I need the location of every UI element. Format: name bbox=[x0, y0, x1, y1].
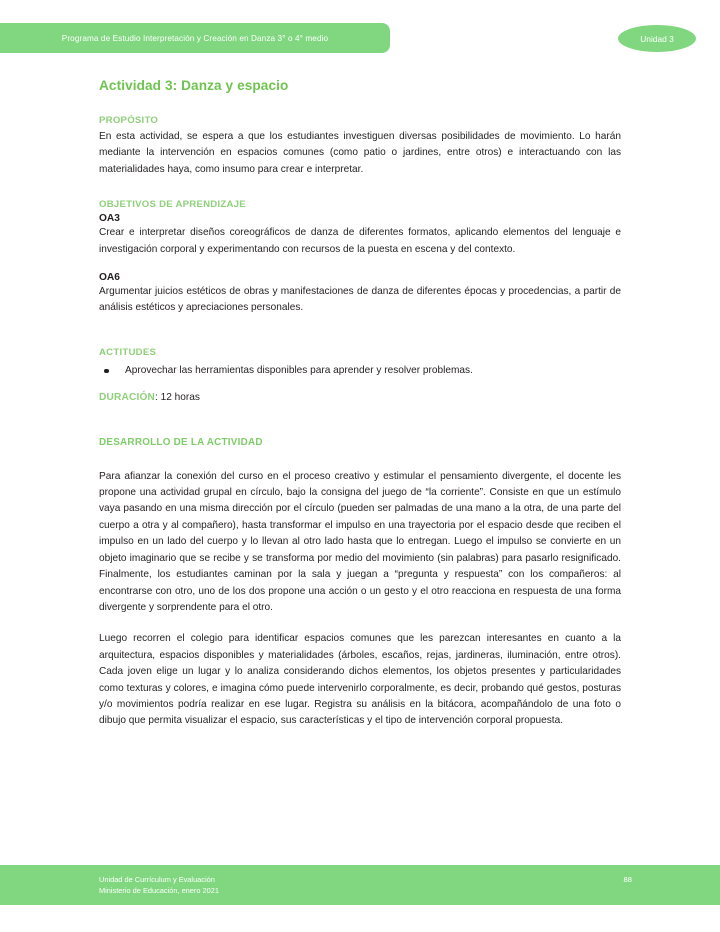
page-content bbox=[99, 78, 621, 730]
program-title: Programa de Estudio Interpretación y Creación en Danza 3° o 4° medio bbox=[61, 33, 329, 43]
spacer bbox=[99, 381, 621, 390]
objective-code: OA6 bbox=[99, 272, 120, 284]
footer-credits bbox=[99, 874, 219, 896]
objective-item-oa3 bbox=[99, 213, 621, 258]
list-item bbox=[99, 363, 621, 379]
section-label-objectives: OBJETIVOS DE APRENDIZAJE bbox=[99, 199, 246, 211]
objective-code: OA3 bbox=[99, 213, 120, 225]
document-header-bar bbox=[0, 23, 390, 53]
development-paragraph-2: Luego recorren el colegio para identificar espacios comunes que les parezcan interesantes en cuanto a la arquitectura, espacios disponibles y materialidades (árboles, escaños, rejas, jardineras, iluminación, entre otros). Cada joven elige un lugar y lo analiza considerando dichos elementos, los objetos presentes y particularidades como texturas y colores, e imagina cómo puede intervenirlo corporalmente, es decir, probando qué gestos, posturas y/o movimientos podría realizar en ese lugar. Registra su análisis en la bitácora, acompañándolo de una foto o dibujo que permita visualizar el espacio, sus características y el tipo de intervención corporal propuesta. bbox=[99, 633, 621, 727]
footer-line-1: Unidad de Currículum y Evaluación bbox=[99, 875, 215, 884]
development-paragraph-1: Para afianzar la conexión del curso en el proceso creativo y estimular el pensamiento divergente, el docente les propone una actividad grupal en círculo, bajo la consigna del juego de “la corriente”. Consiste en que un estímulo vaya pasando en una misma dirección por el círculo (pueden ser palmadas de una mano a la otra, de una parte del cuerpo a otra y al compañero), hasta transformar el impulso en una trayectoria por el espacio desde que reciben el impulso en un lado del cuerpo y lo llevan al otro lado hasta que lo entregan. Luego el impulso se convierte en un objeto imaginario que se recibe y se transforma por medio del movimiento (sin palabras) para pasarlo resignificado. Finalmente, los estudiantes caminan por la sala y juegan a “pregunta y respuesta” con los compañeros: al encontrarse con otro, uno de los dos propone una acción o un gesto y el otro reacciona en respuesta de una forma divergente y sorprendente para el otro. bbox=[99, 470, 621, 613]
duration-line bbox=[99, 390, 621, 406]
objective-text: Crear e interpretar diseños coreográficos de danza de diferentes formatos, aplicando elementos del lenguaje e investigación corporal y experimentando con recursos de la puesta en escena y del contexto. bbox=[99, 227, 621, 255]
spacer bbox=[99, 317, 621, 347]
spacer bbox=[99, 407, 621, 437]
section-label-attitudes: ACTITUDES bbox=[99, 346, 157, 358]
spacer bbox=[99, 616, 621, 631]
footer-inner bbox=[99, 874, 632, 896]
footer-line-2: Ministerio de Educación, enero 2021 bbox=[99, 886, 219, 895]
spacer bbox=[99, 258, 621, 272]
section-label-purpose: PROPÓSITO bbox=[99, 115, 159, 126]
attitude-text: Aprovechar las herramientas disponibles para aprender y resolver problemas. bbox=[125, 364, 473, 376]
unit-badge bbox=[618, 25, 696, 52]
page-number: 88 bbox=[623, 875, 632, 884]
bullet-icon bbox=[104, 369, 109, 374]
spacer bbox=[99, 178, 621, 199]
objective-text: Argumentar juicios estéticos de obras y manifestaciones de danza de diferentes épocas y procedencias, a partir de análisis estéticos y apreciaciones personales. bbox=[99, 286, 621, 314]
purpose-text: En esta actividad, se espera a que los estudiantes investiguen diversas posibilidades de movimiento. Lo harán mediante la intervención en espacios comunes (como patio o jardines, entre otros) e interactuando con las materialidades haya, como insumo para crear e interpretar. bbox=[99, 131, 621, 175]
attitudes-list bbox=[99, 363, 621, 379]
duration-label: DURACIÓN bbox=[99, 392, 155, 404]
section-label-development: DESARROLLO DE LA ACTIVIDAD bbox=[99, 436, 263, 448]
document-footer-bar bbox=[0, 865, 720, 905]
activity-title: Actividad 3: Danza y espacio bbox=[99, 78, 289, 93]
spacer bbox=[99, 448, 621, 469]
duration-value: : 12 horas bbox=[155, 392, 200, 404]
objective-item-oa6 bbox=[99, 272, 621, 317]
unit-badge-label: Unidad 3 bbox=[640, 33, 674, 44]
